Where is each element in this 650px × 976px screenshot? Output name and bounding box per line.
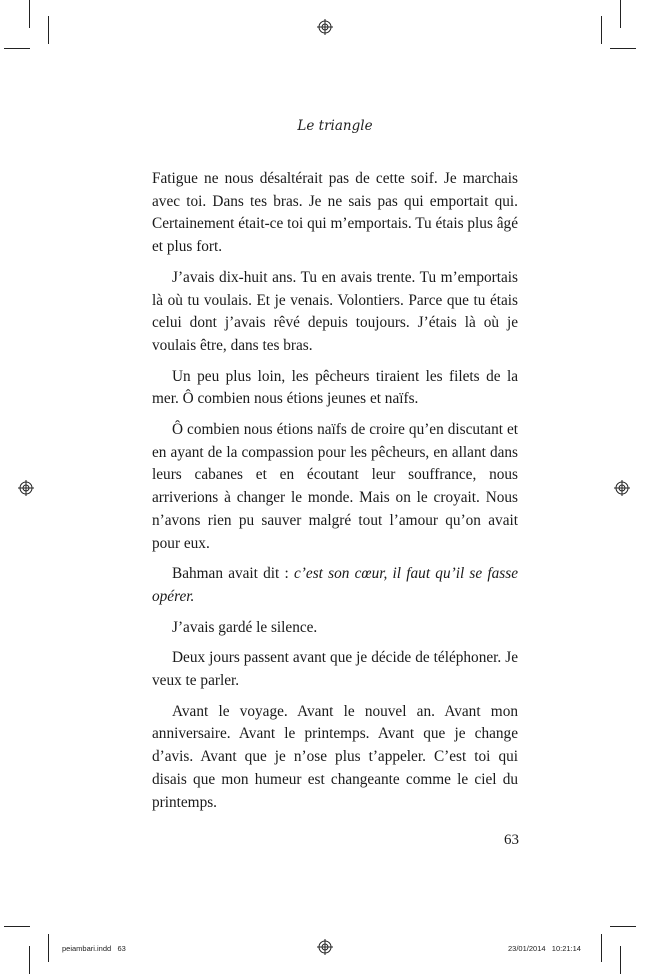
page-number: 63 <box>504 832 519 848</box>
registration-mark-icon <box>614 480 630 496</box>
crop-mark <box>620 946 621 974</box>
crop-mark <box>29 946 30 974</box>
running-head: Le triangle <box>297 118 373 134</box>
quoted-speech: c’est son cœur, il faut qu’il se fasse opérer. <box>152 565 518 605</box>
paragraph-lead: Bahman avait dit : <box>172 565 295 583</box>
paragraph <box>152 563 518 608</box>
paragraph: Fatigue ne nous désaltérait pas de cette soif. Je marchais avec toi. Dans tes bras. Je ne sais pas qui emportait qui. Certainement était-ce toi qui m’emportais. Tu étais plus âgé et plus fort. <box>152 170 518 256</box>
crop-mark <box>4 926 30 927</box>
registration-mark-icon <box>18 480 34 496</box>
paragraph: Deux jours passent avant que je décide de téléphoner. Je veux te parler. <box>152 649 518 690</box>
paragraph: J’avais dix-huit ans. Tu en avais trente. Tu m’emportais là où tu voulais. Et je venais. Volontiers. Parce que tu étais celui dont j’avais rêvé depuis toujours. J’étais là où je voulais être, dans tes bras. <box>152 268 518 354</box>
crop-mark <box>601 16 602 44</box>
crop-mark <box>620 0 621 28</box>
body-text <box>152 168 518 822</box>
paragraph: J’avais gardé le silence. <box>172 618 318 636</box>
slug-timestamp: 23/01/2014 10:21:14 <box>508 944 581 953</box>
slug-filename: peiambari.indd 63 <box>62 944 126 953</box>
paragraph: Un peu plus loin, les pêcheurs tiraient les filets de la mer. Ô combien nous étions jeunes et naïfs. <box>152 367 518 408</box>
crop-mark <box>29 0 30 28</box>
crop-mark <box>610 48 636 49</box>
crop-mark <box>48 934 49 962</box>
paragraph: Avant le voyage. Avant le nouvel an. Avant mon anniversaire. Avant le printemps. Avant que je change d’avis. Avant que je n’ose plus t’appeler. C’est toi qui disais que mon humeur est changeante comme le ciel du printemps. <box>152 702 518 811</box>
crop-mark <box>4 48 30 49</box>
registration-mark-icon <box>317 939 333 955</box>
registration-mark-icon <box>317 19 333 35</box>
crop-mark <box>610 926 636 927</box>
crop-mark <box>48 16 49 44</box>
crop-mark <box>601 934 602 962</box>
paragraph: Ô combien nous étions naïfs de croire qu’en discutant et en ayant de la compassion pour les pêcheurs, en allant dans leurs cabanes et en écoutant leur souffrance, nous arriverions à changer le monde. Mais on le croyait. Nous n’avons rien pu sauver malgré tout l’amour qu’on avait pour eux. <box>152 421 518 552</box>
